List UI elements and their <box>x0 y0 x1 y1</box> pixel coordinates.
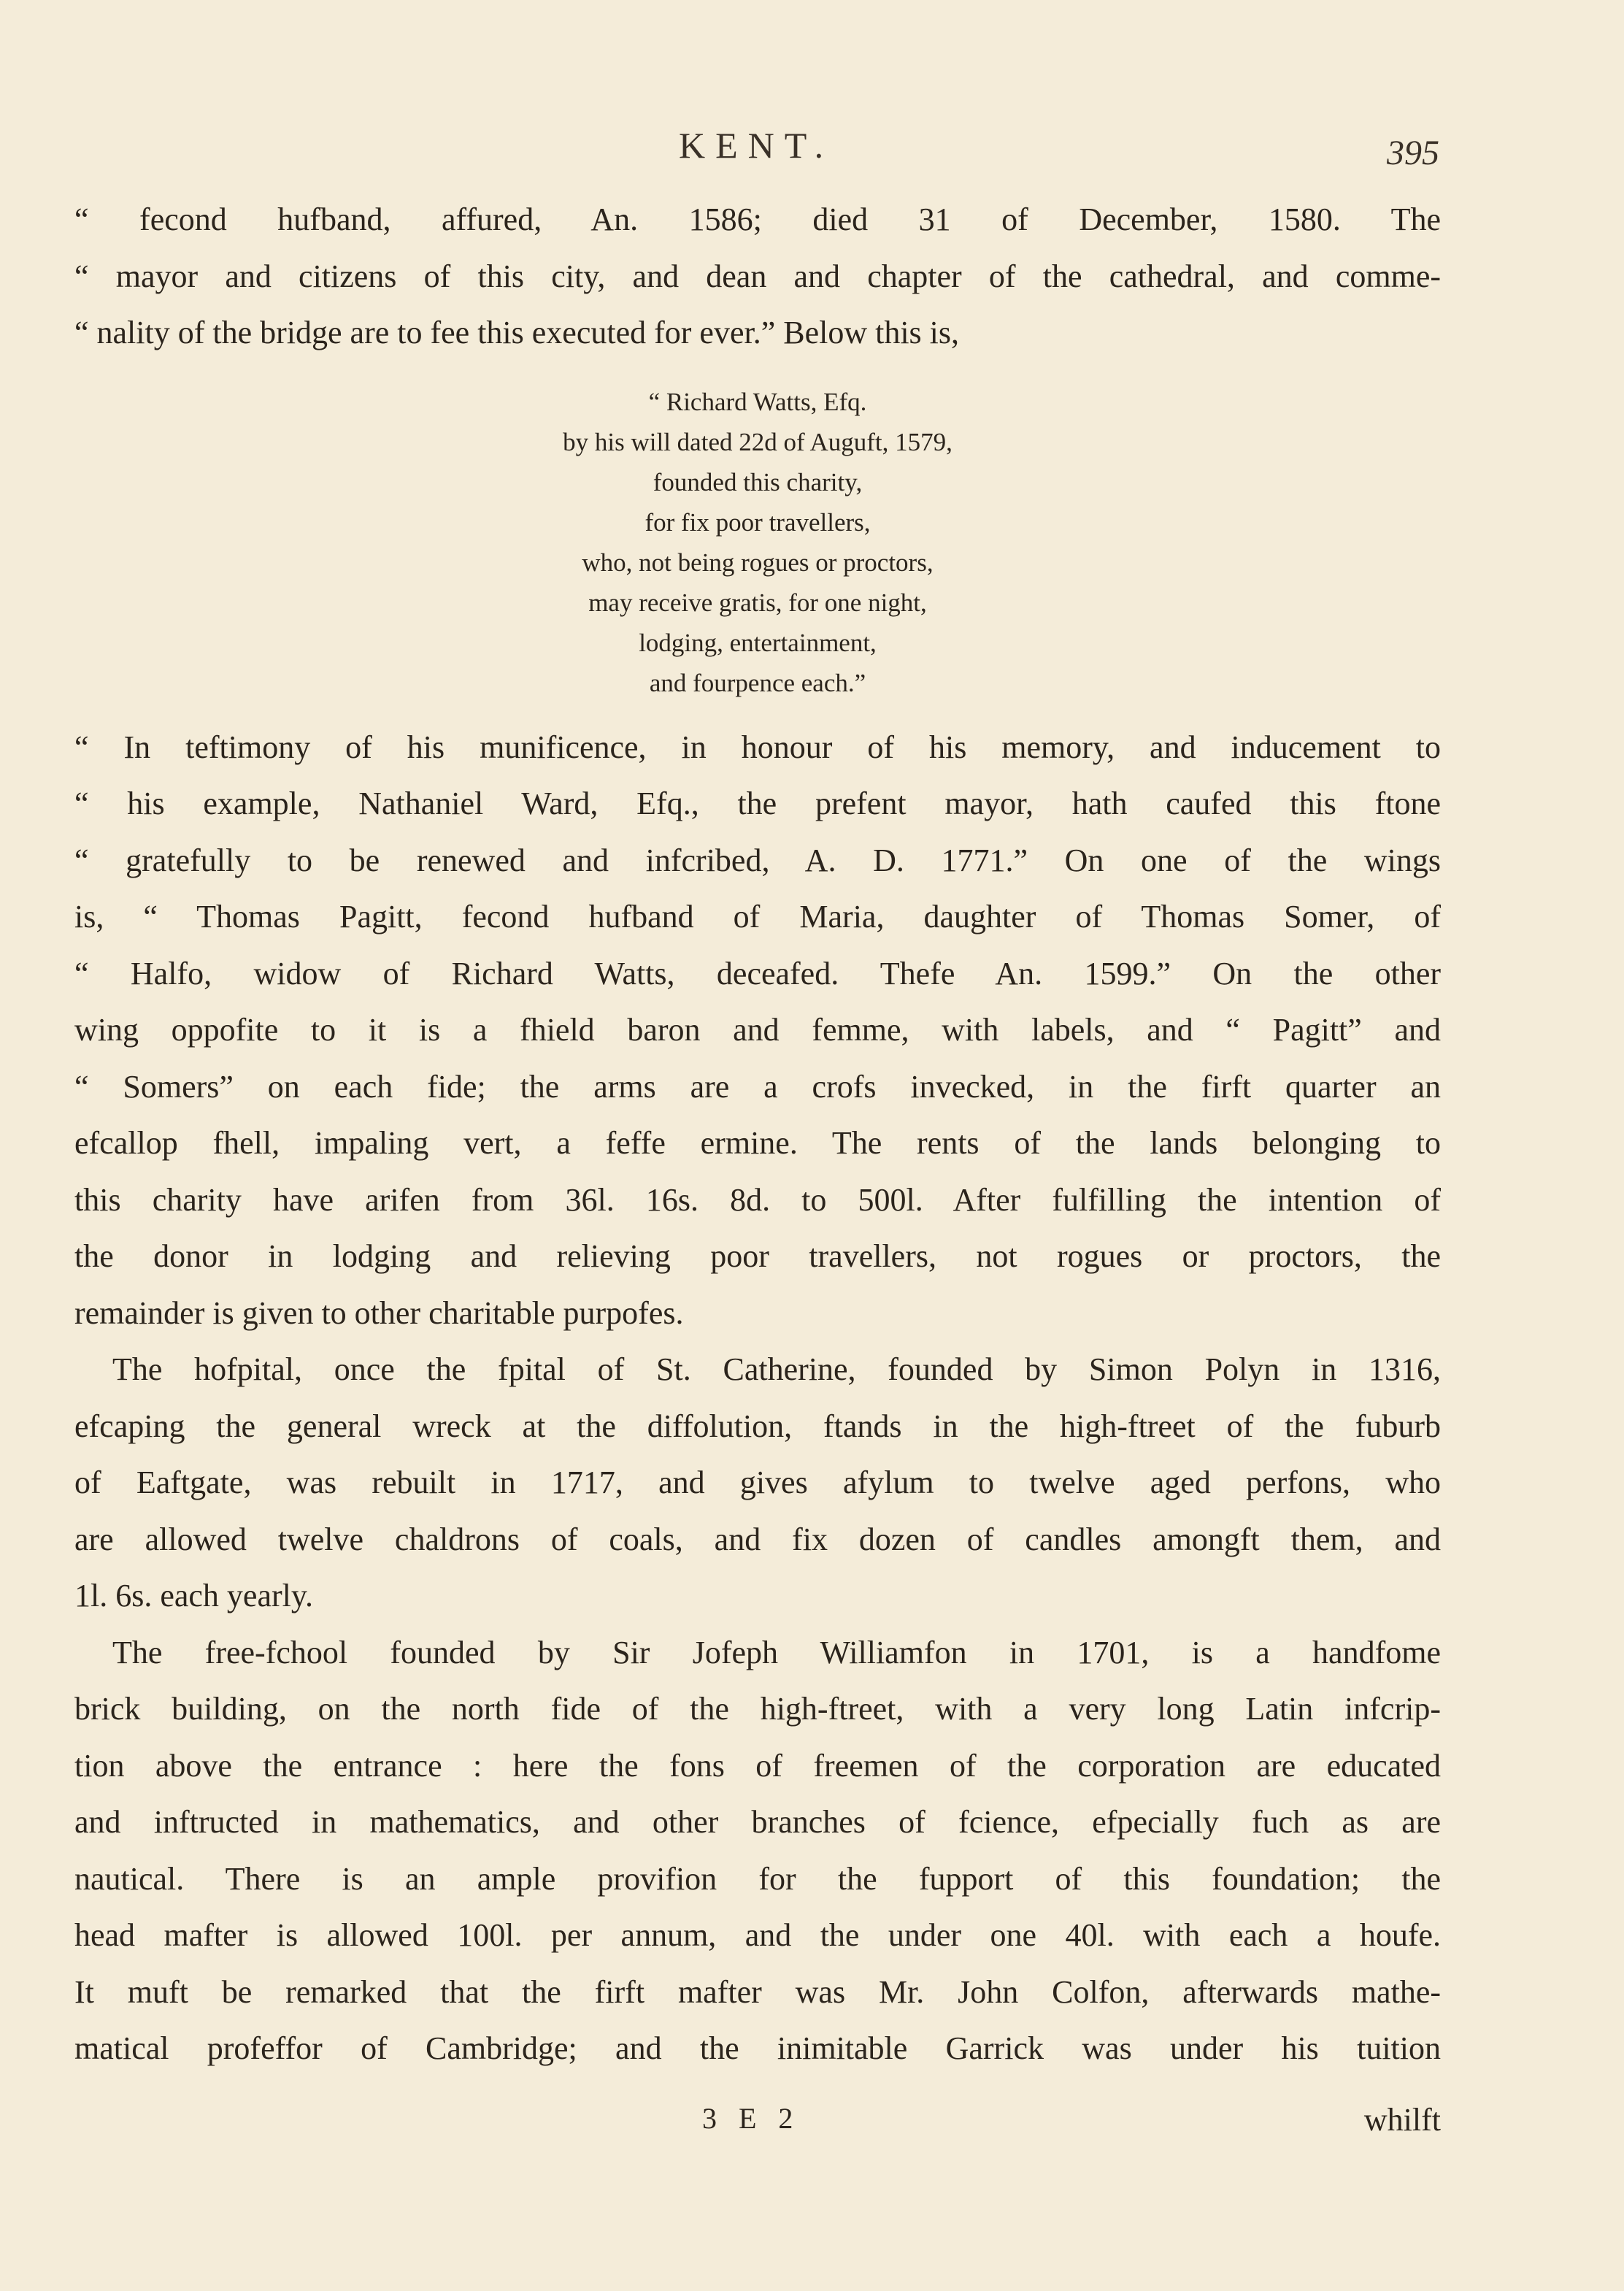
inscription-line: lodging, entertainment, <box>639 628 877 657</box>
text-line: “ In teftimony of his munificence, in honour of his memory, and inducement to <box>74 729 1441 765</box>
text-line: tion above the entrance : here the fons of freemen of the corporation are educated <box>74 1747 1441 1784</box>
text-line: “ nality of the bridge are to fee this executed for ever.” Below this is, <box>74 315 960 350</box>
paragraph-1 <box>74 191 1441 361</box>
text-line: brick building, on the north fide of the high-ftreet, with a very long Latin infcrip- <box>74 1691 1441 1727</box>
text-line: this charity have arifen from 36l. 16s. 8d. to 500l. After fulfilling the intention of <box>74 1181 1441 1218</box>
page-footer <box>74 2101 1441 2152</box>
text-line: “ his example, Nathaniel Ward, Efq., the prefent mayor, hath caufed this ftone <box>74 786 1441 821</box>
text-line: and inftructed in mathematics, and other branches of fcience, efpecially fuch as are <box>74 1804 1441 1840</box>
paragraph-2 <box>74 719 1441 1342</box>
text-line: head mafter is allowed 100l. per annum, and the under one 40l. with each a houfe. <box>74 1917 1441 1953</box>
paragraph-4 <box>74 1624 1441 2077</box>
page-header <box>0 117 1624 175</box>
running-head: KENT. <box>679 125 834 166</box>
inscription-line: by his will dated 22d of Auguft, 1579, <box>563 427 953 456</box>
inscription-line: may receive gratis, for one night, <box>588 588 927 617</box>
text-line: remainder is given to other charitable purpofes. <box>74 1294 684 1331</box>
signature-mark: 3 E 2 <box>702 2102 801 2135</box>
text-line: are allowed twelve chaldrons of coals, and fix dozen of candles amongft them, and <box>74 1521 1441 1557</box>
text-line: wing oppofite to it is a fhield baron and femme, with labels, and “ Pagitt” and <box>74 1012 1441 1048</box>
text-line: efcaping the general wreck at the diffolution, ftands in the high-ftreet of the fuburb <box>74 1408 1441 1444</box>
text-line: nautical. There is an ample provifion for the fupport of this foundation; the <box>74 1860 1441 1897</box>
text-line: The free-fchool founded by Sir Jofeph Williamfon in 1701, is a handfome <box>112 1634 1441 1670</box>
text-line: It muft be remarked that the firft mafter was Mr. John Colfon, afterwards mathe- <box>74 1973 1441 2010</box>
page-number: 395 <box>1387 134 1439 172</box>
text-line: “ Halfo, widow of Richard Watts, deceafed. Thefe An. 1599.” On the other <box>74 955 1441 991</box>
text-line: efcallop fhell, impaling vert, a feffe ermine. The rents of the lands belonging to <box>74 1125 1441 1161</box>
inscription-line: “ Richard Watts, Efq. <box>648 387 867 416</box>
text-line: “ Somers” on each fide; the arms are a crofs invecked, in the firft quarter an <box>74 1068 1441 1105</box>
text-line: the donor in lodging and relieving poor travellers, not rogues or proctors, the <box>74 1238 1441 1274</box>
catchword: whilft <box>1363 2102 1441 2138</box>
text-line: 1l. 6s. each yearly. <box>74 1578 314 1613</box>
text-line: matical profeffor of Cambridge; and the inimitable Garrick was under his tuition <box>74 2030 1441 2066</box>
body-text <box>74 191 1441 2077</box>
text-line: “ mayor and citizens of this city, and dean and chapter of the cathedral, and comme- <box>74 258 1441 294</box>
inscription-line: who, not being rogues or proctors, <box>582 548 934 577</box>
inscription-block <box>74 382 1441 703</box>
inscription-line: and fourpence each.” <box>649 668 866 697</box>
text-line: The hofpital, once the fpital of St. Catherine, founded by Simon Polyn in 1316, <box>112 1351 1441 1387</box>
text-line: is, “ Thomas Pagitt, fecond hufband of Maria, daughter of Thomas Somer, of <box>74 899 1441 935</box>
text-line: “ gratefully to be renewed and infcribed, A. D. 1771.” On one of the wings <box>74 842 1441 878</box>
text-line: of Eaftgate, was rebuilt in 1717, and gives afylum to twelve aged perfons, who <box>74 1465 1441 1500</box>
text-line: “ fecond hufband, affured, An. 1586; died 31 of December, 1580. The <box>74 202 1441 237</box>
inscription-line: founded this charity, <box>653 467 863 496</box>
inscription-line: for fix poor travellers, <box>644 507 871 537</box>
paragraph-3 <box>74 1341 1441 1624</box>
